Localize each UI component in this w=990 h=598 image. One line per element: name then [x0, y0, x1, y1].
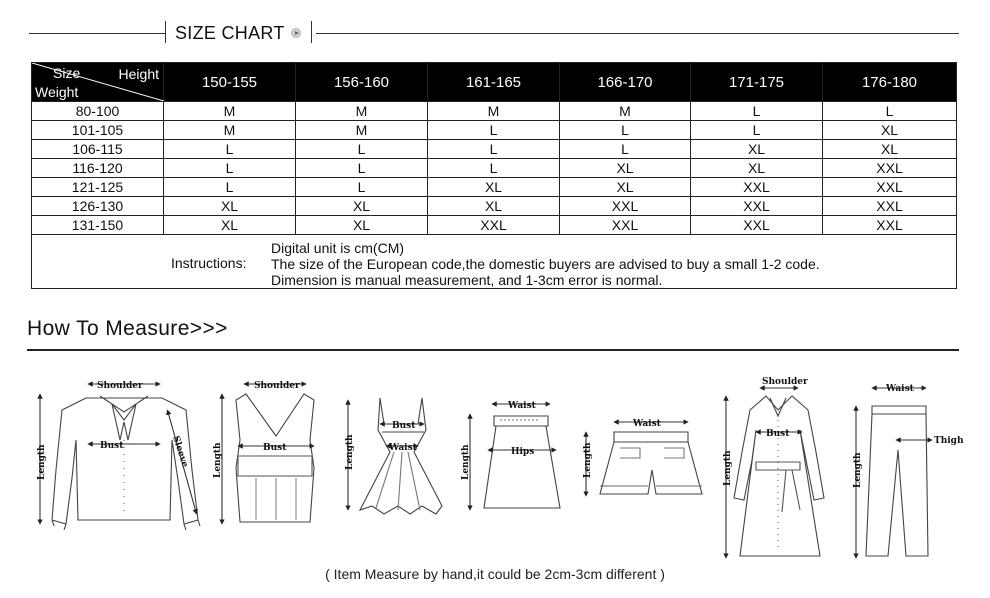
- size-cell: XXL: [691, 216, 823, 235]
- measurement-illustrations: [0, 360, 990, 565]
- table-row: [32, 121, 957, 140]
- dress-length-label: Length: [345, 434, 355, 470]
- size-cell: XXL: [823, 178, 957, 197]
- play-circle-icon: [291, 28, 301, 38]
- size-cell: XL: [428, 178, 560, 197]
- size-cell: L: [164, 140, 296, 159]
- size-cell: XXL: [428, 216, 560, 235]
- size-cell: L: [428, 140, 560, 159]
- weight-cell: 131-150: [32, 216, 164, 235]
- size-cell: XL: [691, 140, 823, 159]
- weight-cell: 106-115: [32, 140, 164, 159]
- blouse-shoulder-label: Shoulder: [97, 381, 143, 391]
- blouse-bust-label: Bust: [100, 441, 124, 451]
- size-cell: XXL: [823, 216, 957, 235]
- corner-label-height: Height: [118, 66, 159, 82]
- size-cell: M: [560, 102, 691, 121]
- top-length-label: Length: [213, 442, 223, 478]
- instructions-cell: [32, 235, 957, 289]
- weight-cell: 121-125: [32, 178, 164, 197]
- how-to-measure-rule: [27, 349, 959, 351]
- height-column-header: 166-170: [560, 63, 691, 102]
- header-divider-left: [165, 21, 166, 43]
- dress-bust-label: Bust: [392, 421, 416, 431]
- size-cell: XXL: [560, 216, 691, 235]
- size-cell: XXL: [823, 159, 957, 178]
- size-cell: M: [296, 121, 428, 140]
- size-cell: L: [560, 121, 691, 140]
- size-cell: L: [823, 102, 957, 121]
- height-column-header: 156-160: [296, 63, 428, 102]
- table-row: [32, 216, 957, 235]
- instruction-line: The size of the European code,the domestic buyers are advised to buy a small 1-2 code.: [271, 256, 820, 272]
- size-cell: M: [428, 102, 560, 121]
- size-cell: L: [296, 159, 428, 178]
- top-figure: [222, 384, 314, 522]
- trousers-waist-label: Waist: [886, 384, 914, 394]
- top-bust-label: Bust: [263, 443, 287, 453]
- size-table: [31, 62, 957, 289]
- coat-shoulder-label: Shoulder: [762, 377, 808, 387]
- size-cell: L: [428, 121, 560, 140]
- table-row: [32, 159, 957, 178]
- size-cell: L: [691, 102, 823, 121]
- size-cell: XL: [823, 140, 957, 159]
- size-cell: L: [296, 178, 428, 197]
- coat-bust-label: Bust: [766, 429, 790, 439]
- header-rule-left: [29, 33, 165, 34]
- header-divider-right: [311, 21, 312, 43]
- height-column-header: 171-175: [691, 63, 823, 102]
- skirt-hips-label: Hips: [511, 447, 535, 457]
- top-shoulder-label: Shoulder: [254, 381, 300, 391]
- instructions-row: [32, 235, 957, 289]
- height-column-header: 150-155: [164, 63, 296, 102]
- weight-cell: 80-100: [32, 102, 164, 121]
- size-cell: XL: [164, 216, 296, 235]
- instruction-line: Dimension is manual measurement, and 1-3cm error is normal.: [271, 272, 663, 288]
- table-row: [32, 102, 957, 121]
- size-cell: L: [691, 121, 823, 140]
- weight-cell: 101-105: [32, 121, 164, 140]
- height-column-header: 161-165: [428, 63, 560, 102]
- size-cell: M: [164, 121, 296, 140]
- trousers-length-label: Length: [853, 452, 863, 488]
- size-cell: XL: [164, 197, 296, 216]
- size-cell: XXL: [691, 178, 823, 197]
- instructions-label: Instructions:: [171, 255, 247, 271]
- size-cell: XL: [296, 216, 428, 235]
- size-cell: XL: [428, 197, 560, 216]
- size-cell: XL: [691, 159, 823, 178]
- trousers-thigh-label: Thigh: [934, 436, 964, 446]
- size-cell: XXL: [823, 197, 957, 216]
- shorts-waist-label: Waist: [633, 419, 661, 429]
- blouse-figure: [40, 384, 200, 530]
- size-chart-title: SIZE CHART: [175, 23, 285, 43]
- size-cell: M: [296, 102, 428, 121]
- corner-label-weight: Weight: [35, 84, 79, 100]
- instruction-line: Digital unit is cm(CM): [271, 240, 405, 256]
- header-rule-right: [316, 33, 959, 34]
- size-cell: L: [428, 159, 560, 178]
- trousers-figure: [856, 388, 930, 556]
- shorts-length-label: Length: [583, 442, 593, 478]
- size-cell: XXL: [691, 197, 823, 216]
- blouse-sleeve-label: Sleeve: [170, 434, 190, 469]
- corner-label-size: Size: [53, 65, 81, 81]
- size-cell: XL: [560, 159, 691, 178]
- skirt-length-label: Length: [461, 444, 471, 480]
- size-cell: L: [296, 140, 428, 159]
- size-cell: XL: [823, 121, 957, 140]
- table-header-row: [32, 63, 957, 102]
- skirt-waist-label: Waist: [508, 401, 536, 411]
- size-cell: XXL: [560, 197, 691, 216]
- weight-cell: 126-130: [32, 197, 164, 216]
- dress-figure: [348, 398, 442, 514]
- shorts-figure: [586, 422, 702, 494]
- table-row: [32, 178, 957, 197]
- dress-waist-label: Waist: [389, 443, 417, 453]
- table-row: [32, 140, 957, 159]
- size-cell: L: [164, 178, 296, 197]
- coat-figure: [726, 388, 824, 556]
- height-column-header: 176-180: [823, 63, 957, 102]
- weight-cell: 116-120: [32, 159, 164, 178]
- size-cell: L: [560, 140, 691, 159]
- size-cell: XL: [560, 178, 691, 197]
- size-cell: XL: [296, 197, 428, 216]
- size-cell: L: [164, 159, 296, 178]
- size-cell: M: [164, 102, 296, 121]
- measure-note: ( Item Measure by hand,it could be 2cm-3cm different ): [325, 566, 665, 582]
- coat-length-label: Length: [723, 450, 733, 486]
- corner-header-cell: [32, 63, 164, 102]
- how-to-measure-title: How To Measure>>>: [27, 317, 228, 340]
- blouse-length-label: Length: [37, 444, 47, 480]
- instructions-text: [271, 240, 820, 288]
- table-row: [32, 197, 957, 216]
